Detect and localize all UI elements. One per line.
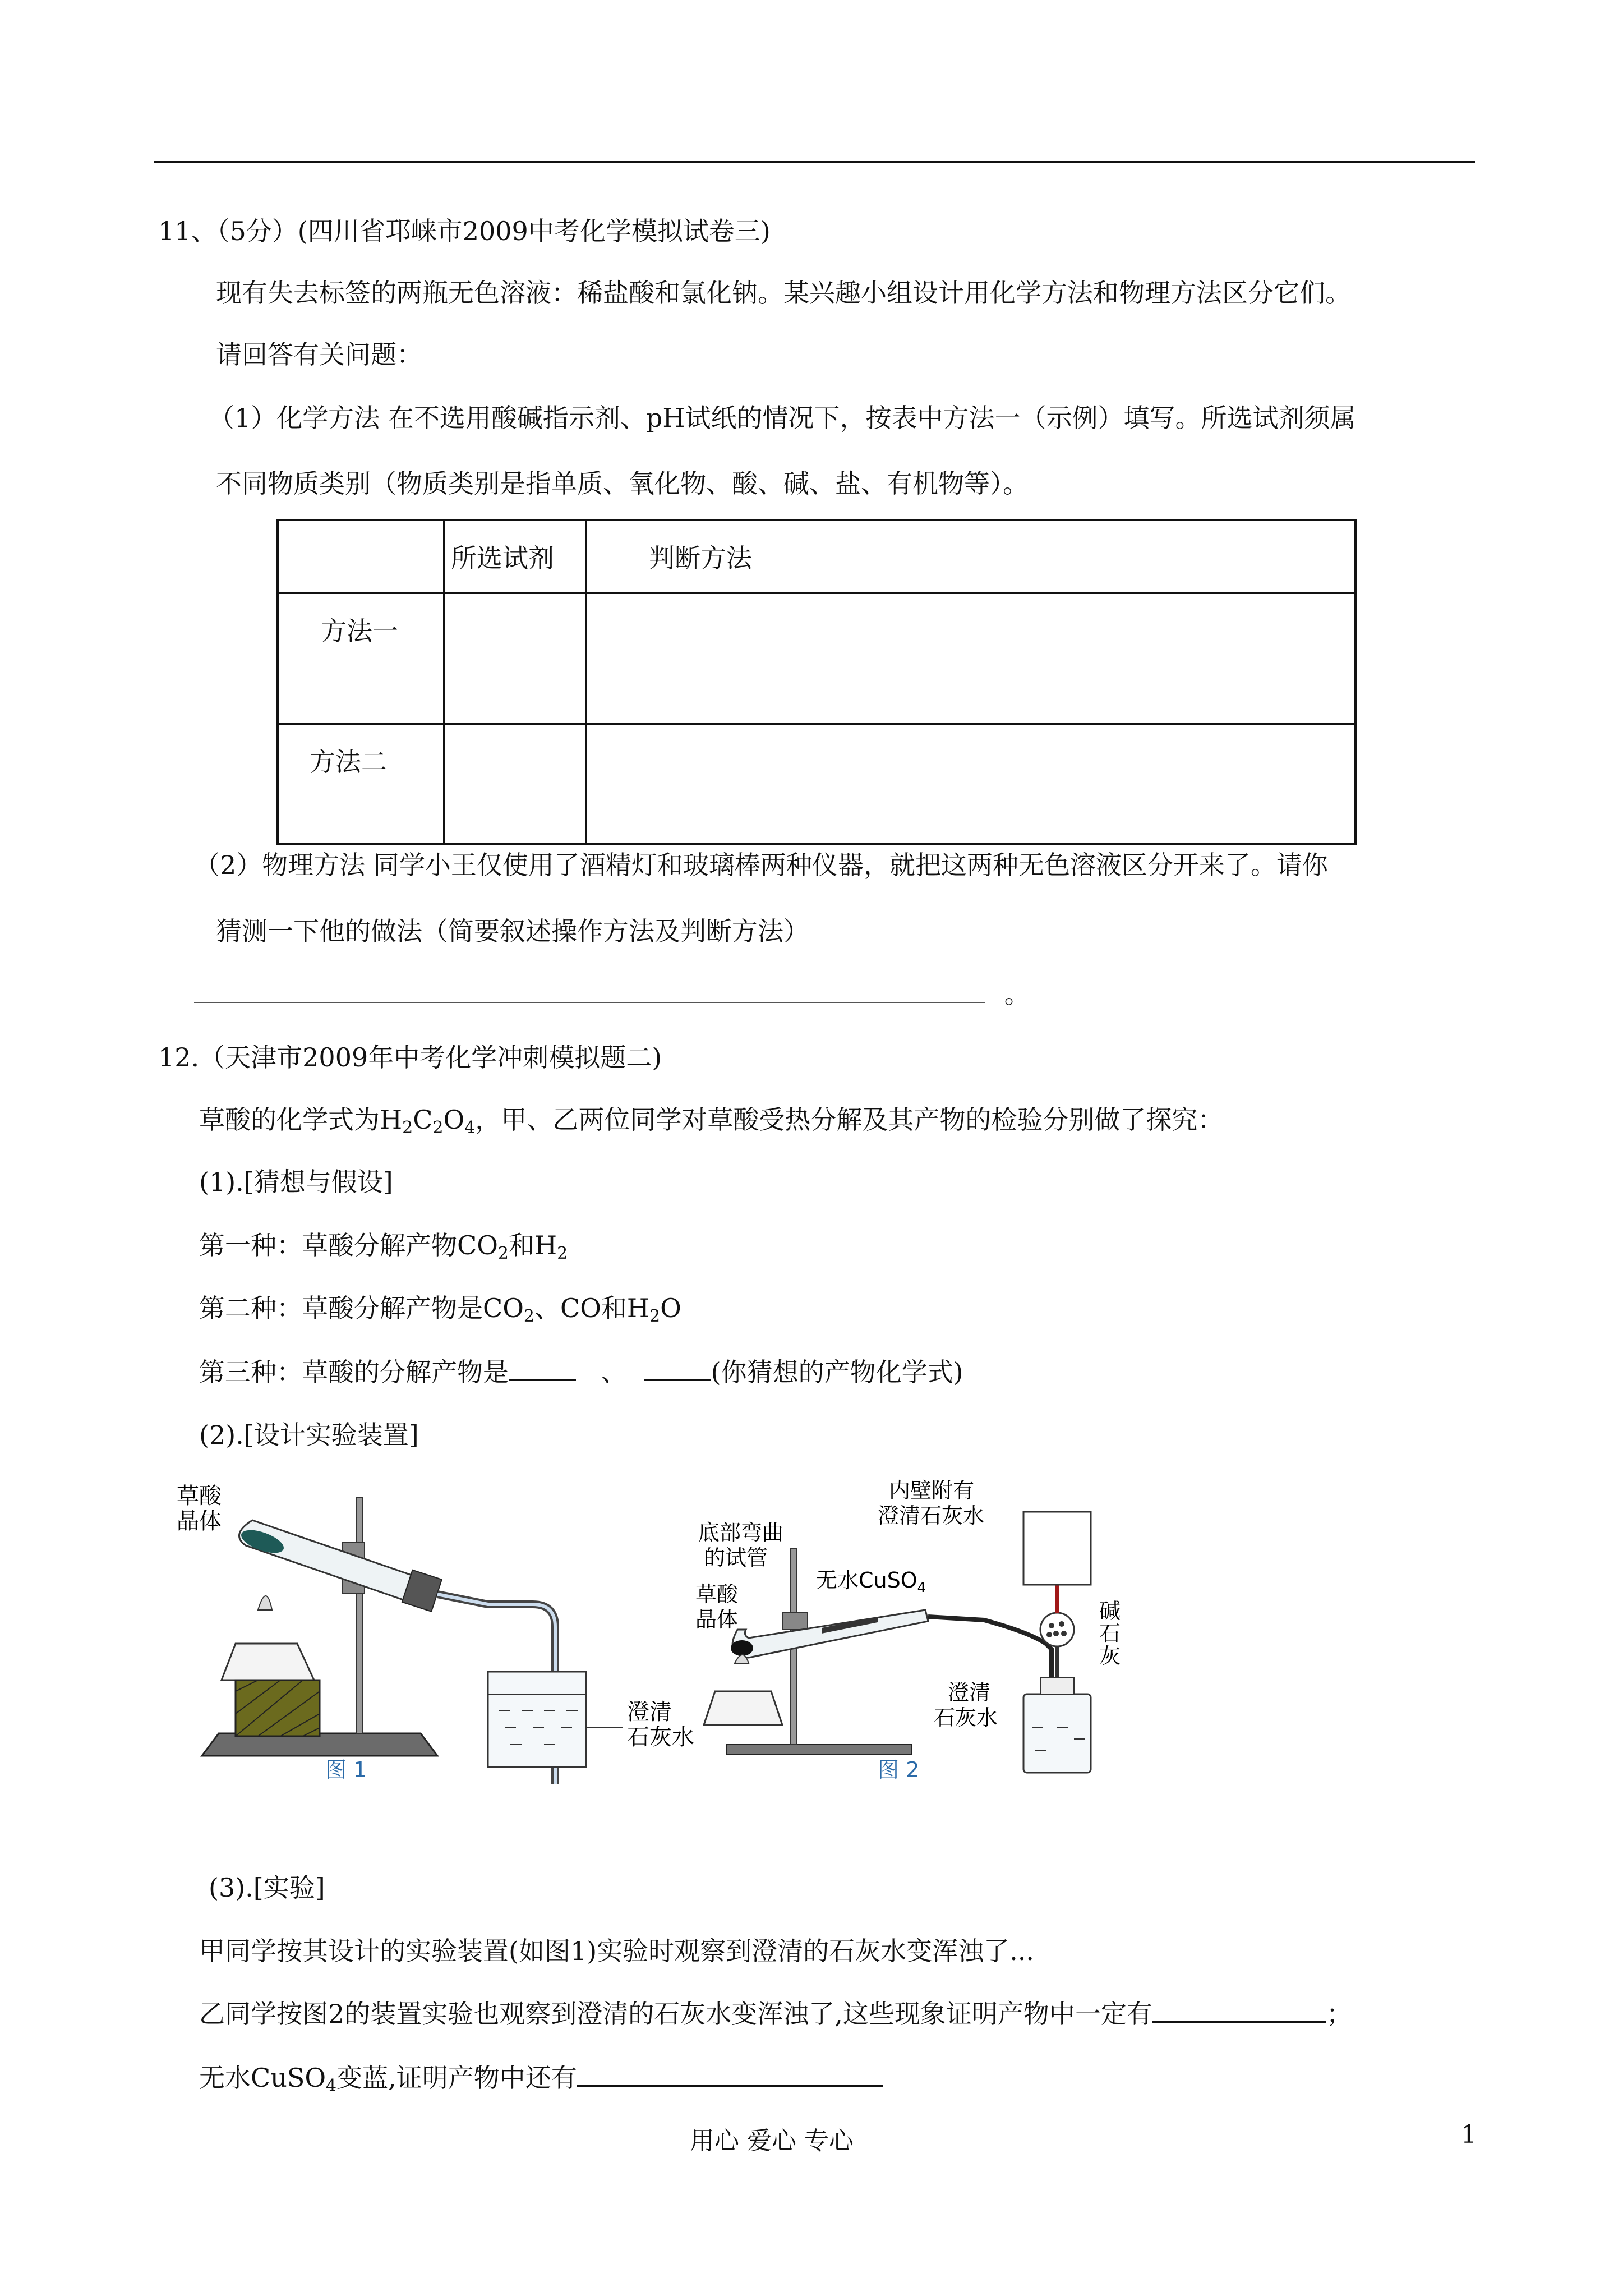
table-row <box>278 593 1355 724</box>
stand-rod <box>356 1498 363 1733</box>
fig2-label-soda-1: 碱 <box>1099 1599 1121 1623</box>
figure-1 <box>174 1470 701 1784</box>
fig1-caption: 图 1 <box>325 1757 367 1782</box>
q12-experiment-line1: 甲同学按其设计的实验装置(如图1)实验时观察到澄清的石灰水变浑浊了... <box>199 1936 1035 1966</box>
table-cell-reagent[interactable] <box>444 724 586 844</box>
q12-section-experiment: (3).[实验] <box>209 1872 325 1903</box>
q12-guess-2-c: O <box>660 1293 681 1323</box>
q12-guess-3 <box>199 1355 963 1389</box>
q12-guess-1-b: 和H <box>509 1230 557 1260</box>
header-rule <box>154 161 1475 163</box>
q12-section-apparatus: (2).[设计实验装置] <box>199 1420 419 1450</box>
figure-2 <box>693 1470 1130 1784</box>
inverted-beaker <box>1023 1512 1091 1585</box>
table-header-cell <box>278 520 444 593</box>
table-header-cell: 判断方法 <box>586 520 1355 593</box>
fig1-label-lime-1: 澄清 <box>627 1699 672 1725</box>
footer-motto: 用心 爱心 专心 <box>690 2127 854 2155</box>
table-cell-method[interactable] <box>586 724 1355 844</box>
q12-guess-3-a: 第三种：草酸的分解产物是 <box>199 1357 509 1387</box>
alcohol-lamp <box>704 1655 782 1725</box>
guess-blank-1[interactable] <box>509 1357 576 1381</box>
q12-title: 12.（天津市2009年中考化学冲刺模拟题二) <box>158 1042 662 1073</box>
soda-lime-tube <box>1040 1582 1074 1677</box>
fig2-label-soda-2: 石 <box>1099 1621 1121 1646</box>
table-header-row <box>278 520 1355 593</box>
q12-experiment-line3: 无水CuSO$_4$变蓝,证明产物中还有 <box>199 2061 883 2095</box>
q11-part2-line2: 猜测一下他的做法（简要叙述操作方法及判断方法） <box>216 916 809 946</box>
fig2-label-cuso4-text: 无水CuSO <box>816 1568 917 1593</box>
beaker <box>488 1672 586 1767</box>
guess-blank-2[interactable] <box>644 1357 711 1381</box>
fig2-label-crystal-2: 晶体 <box>695 1607 739 1632</box>
fig1-label-crystal-1: 草酸 <box>177 1483 222 1509</box>
q12-experiment-line2-text: 乙同学按图2的装置实验也观察到澄清的石灰水变浑浊了,这些现象证明产物中一定有 <box>199 1999 1152 2029</box>
q12-intro-a: 草酸的化学式为H <box>199 1105 403 1135</box>
q12-guess-2-a: 第二种：草酸分解产物是CO <box>199 1293 524 1323</box>
q12-guess-2-b: 、CO和H <box>534 1293 650 1323</box>
q12-experiment-line2-end: ； <box>1326 1999 1352 2029</box>
q11-answer-line <box>194 977 1030 1011</box>
fig2-label-inner-2: 澄清石灰水 <box>878 1503 985 1528</box>
product-blank-2[interactable] <box>577 2063 883 2087</box>
q11-part2-line1: （2）物理方法 同学小王仅使用了酒精灯和玻璃棒两种仪器，就把这两种无色溶液区分开来了。请你 <box>194 850 1328 880</box>
q11-part1-line1: （1）化学方法 在不选用酸碱指示剂、pH试纸的情况下，按表中方法一（示例）填写。所选试剂须属 <box>209 403 1356 433</box>
q12-guess-3-sep: 、 <box>601 1357 627 1387</box>
q11-intro-line1: 现有失去标签的两瓶无色溶液：稀盐酸和氯化钠。某兴趣小组设计用化学方法和物理方法区分它们。 <box>216 278 1351 308</box>
fig2-label-tube-1: 底部弯曲 <box>698 1520 784 1545</box>
alcohol-lamp <box>222 1596 314 1680</box>
page-number: 1 <box>1461 2120 1477 2149</box>
wood-block <box>236 1680 320 1736</box>
answer-blank[interactable] <box>194 979 985 1003</box>
table-row-label: 方法二 <box>278 724 444 844</box>
q12-intro-b: ，甲、乙两位同学对草酸受热分解及其产物的检验分别做了探究： <box>475 1105 1224 1135</box>
q12-guess-3-c: (你猜想的产物化学式) <box>711 1357 963 1387</box>
fig1-label-lime-2: 石灰水 <box>627 1724 694 1750</box>
fig2-caption: 图 2 <box>878 1757 920 1782</box>
fig2-label-lime-2: 石灰水 <box>934 1705 998 1730</box>
bent-test-tube <box>731 1610 928 1658</box>
gas-bottle <box>1023 1677 1091 1773</box>
q12-guess-1-a: 第一种：草酸分解产物CO <box>199 1230 498 1260</box>
product-blank-1[interactable] <box>1152 1999 1326 2023</box>
q11-title: 11、（5分）(四川省邛崃市2009中考化学模拟试卷三) <box>158 216 771 246</box>
fig2-label-lime-1: 澄清 <box>948 1680 991 1705</box>
fig2-label-soda-3: 灰 <box>1099 1644 1121 1668</box>
q12-intro: 草酸的化学式为$H_2C_2O_4$，甲、乙两位同学对草酸受热分解及其产物的检验分别做了探究： <box>199 1105 1224 1138</box>
q12-guess-1: 第一种：草酸分解产物$CO_2$和$H_2$ <box>199 1230 568 1263</box>
q12-section-hypothesis: (1).[猜想与假设] <box>199 1167 393 1197</box>
table-row <box>278 724 1355 844</box>
table-cell-reagent[interactable] <box>444 593 586 724</box>
q12-guess-2: 第二种：草酸分解产物是$CO_2$、CO和$H_2O$ <box>199 1293 681 1326</box>
stand-base <box>726 1745 911 1755</box>
fig1-label-crystal-2: 晶体 <box>177 1508 222 1534</box>
test-tube <box>238 1520 415 1602</box>
table-header-cell: 所选试剂 <box>444 520 586 593</box>
answer-table <box>276 519 1357 845</box>
q12-experiment-line3-a: 无水CuSO <box>199 2063 326 2093</box>
q12-experiment-line2 <box>199 1997 1352 2031</box>
fig2-label-tube-2: 的试管 <box>704 1545 768 1570</box>
fig2-label-cuso4: 无水CuSO$_4$ <box>816 1568 926 1595</box>
table-cell-method[interactable] <box>586 593 1355 724</box>
q12-experiment-line3-b: 变蓝,证明产物中还有 <box>336 2063 577 2093</box>
q11-intro-line2: 请回答有关问题： <box>216 339 422 370</box>
q11-part1-line2: 不同物质类别（物质类别是指单质、氧化物、酸、碱、盐、有机物等）。 <box>216 468 1029 499</box>
fig2-label-inner-1: 内壁附有 <box>889 1478 975 1503</box>
table-row-label: 方法一 <box>278 593 444 724</box>
fig2-label-crystal-1: 草酸 <box>695 1582 739 1607</box>
q11-answer-period: 。 <box>1004 979 1030 1009</box>
